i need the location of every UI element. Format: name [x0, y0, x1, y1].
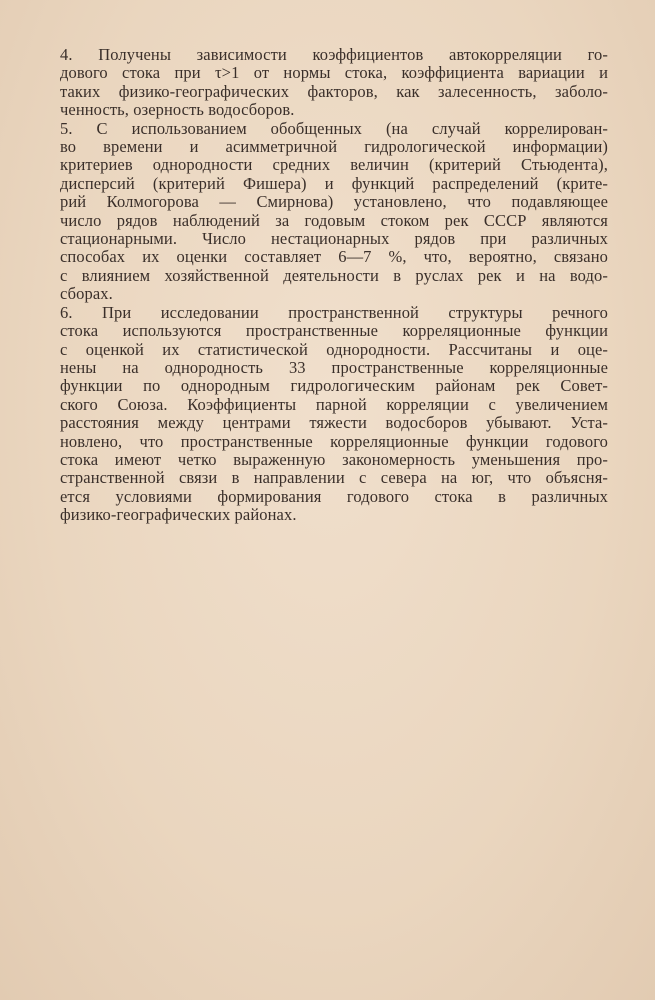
text-line: стока имеют четко выраженную закономерность уменьшения про-	[60, 449, 608, 469]
text-line: сборах.	[60, 284, 113, 304]
text-line: с оценкой их статистической однородности. Рассчитаны и оце-	[60, 339, 608, 359]
text-line: 6. При исследовании пространственной структуры речного	[60, 302, 608, 322]
text-line: ченность, озерность водосборов.	[60, 100, 295, 120]
text-line: число рядов наблюдений за годовым стоком рек СССР являются	[60, 210, 608, 230]
text-line: странственной связи в направлении с севера на юг, что объясня-	[60, 468, 608, 488]
text-line: ется условиями формирования годового стока в различных	[60, 486, 608, 506]
text-line: с влиянием хозяйственной деятельности в руслах рек и на водо-	[60, 265, 608, 285]
text-line: стока используются пространственные корреляционные функции	[60, 321, 608, 341]
text-line: ского Союза. Коэффициенты парной корреляции с увеличением	[60, 394, 608, 414]
text-line: новлено, что пространственные корреляционные функции годового	[60, 431, 608, 451]
paragraph-item-4	[46, 46, 608, 120]
paragraph-item-6	[46, 304, 608, 525]
text-line: функции по однородным гидрологическим районам рек Совет-	[60, 376, 608, 396]
text-line: стационарными. Число нестационарных рядов при различных	[60, 229, 608, 249]
text-line: дисперсий (критерий Фишера) и функций распределений (крите-	[60, 173, 608, 193]
text-line: 4. Получены зависимости коэффициентов автокорреляции го-	[60, 45, 608, 64]
text-line: нены на однородность 33 пространственные корреляционные	[60, 357, 608, 377]
text-line: физико-географических районах.	[60, 505, 297, 525]
paragraph-item-5	[46, 120, 608, 304]
text-line: критериев однородности средних величин (критерий Стьюдента),	[60, 155, 608, 175]
text-line: во времени и асимметричной гидрологической информации)	[60, 137, 608, 157]
page-body-text	[46, 46, 608, 525]
text-line: рий Колмогорова — Смирнова) установлено, что подавляющее	[60, 192, 608, 212]
text-line: 5. С использованием обобщенных (на случай коррелирован-	[60, 118, 608, 138]
text-line: дового стока при τ>1 от нормы стока, коэффициента вариации и	[60, 63, 608, 83]
text-line: таких физико-географических факторов, как залесенность, заболо-	[60, 81, 608, 101]
text-line: способах их оценки составляет 6—7 %, что, вероятно, связано	[60, 247, 608, 267]
text-line: расстояния между центрами тяжести водосборов убывают. Уста-	[60, 413, 608, 433]
